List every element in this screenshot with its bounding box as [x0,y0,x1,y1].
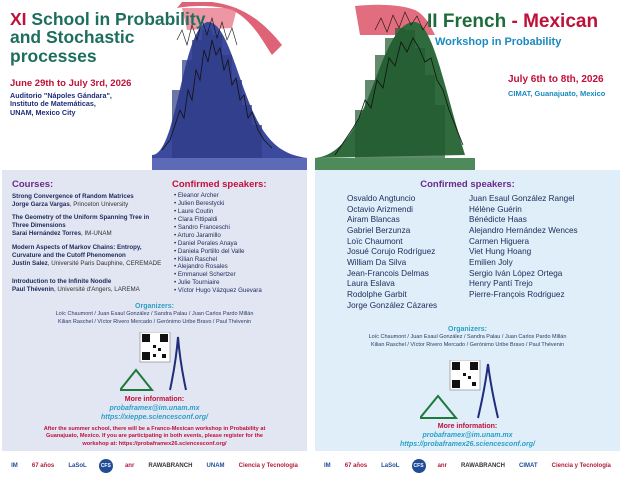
speaker-item: Henry Pantí Trejo [469,279,533,289]
course-title: Modern Aspects of Markov Chains: Entropy, Curvature and the Cutoff Phenomenon [12,244,142,259]
note-line3: workshop at: https://probaframex26.sciencesconf.org/ [82,440,227,447]
school-content-panel [2,170,307,451]
note-line2: Guanajuato, Mexico. If you are participating in both events, please register for the [46,433,263,440]
sponsor-logos-left [2,451,307,481]
course-title: Strong Convergence of Random Matrices [12,193,134,200]
workshop-poster [315,0,620,481]
speakers-column-1 [347,194,477,311]
speaker-item: Emilien Joly [469,257,513,267]
school-dates: June 29th to July 3rd, 2026 [10,78,132,89]
course-item [12,244,162,267]
logo-item: anr [437,463,447,469]
logo-item: CIMAT [519,463,538,469]
speaker-item: Airam Blancas [347,215,400,225]
workshop-dates: July 6th to 8th, 2026 [508,74,604,85]
contact-email[interactable]: probaframex@im.unam.mx [422,431,513,439]
speaker-item: • Emmanuel Schertzer [174,271,236,279]
speaker-item: Viet Hung Hoang [469,247,532,257]
school-title [10,10,205,65]
confirmed-speakers-heading: Confirmed speakers: [172,179,267,190]
speaker-item: • Daniela Portillo del Valle [174,247,245,255]
title-dash: - [506,11,524,32]
title-mexican: Mexican [523,11,599,32]
course-lecturer: Sarai Hernández Torres [12,229,82,237]
more-info-block [335,423,600,449]
logo-item: RAWABRANCH [148,463,193,469]
organizers-block [12,302,297,326]
speaker-item: Carmen Higuera [469,236,530,246]
venue-line1: Auditorio "Nápoles Gándara", [10,91,112,100]
workshop-subtitle: Workshop in Probability [435,36,562,48]
website-link[interactable]: https://probaframex26.sciencesconf.org/ [400,440,535,448]
course-title: The Geometry of the Uniform Spanning Tree in Three Dimensions [12,214,150,229]
speaker-item: William Da Silva [347,257,407,267]
speaker-item: Gabriel Berzunza [347,225,411,235]
logo-item: IM [324,463,331,469]
speaker-item: Jean-Francois Delmas [347,268,429,278]
speaker-item: • Laure Coutin [174,207,214,215]
speaker-item: • Alejandro Rosales [174,263,228,271]
speaker-item: • Julie Tourniaire [174,279,220,287]
speaker-item: Alejandro Hernández Wences [469,225,578,235]
speaker-item: • Víctor Hugo Vázquez Guevara [174,287,262,295]
contact-email[interactable]: probaframex@im.unam.mx [109,404,200,412]
course-affiliation: , IM-UNAM [81,229,112,237]
speaker-item: • Arturo Jaramillo [174,231,221,239]
logo-item: IM [11,463,18,469]
speakers-column-2 [469,194,617,301]
course-lecturer: Justin Salez [12,259,48,267]
speaker-item: • Sandro Franceschi [174,223,230,231]
organizers-line2: Kilian Raschel / Víctor Rivero Mercado / Gerónimo Uribe Bravo / Paul Thévenin [370,341,565,348]
logo-item: 67 años [31,463,55,469]
title-line2: and Stochastic [10,27,135,48]
confirmed-speakers-heading: Confirmed speakers: [420,179,515,190]
speaker-item: Loïc Chaumont [347,236,403,246]
workshop-note [12,426,297,448]
note-line1: After the summer school, there will be a Franco-Mexican workshop in Probability at [43,426,266,432]
course-title: Introduction to the Infinite Noodle [12,278,112,285]
speaker-item: Hélène Guérin [469,204,522,214]
organizers-line2: Kilian Raschel / Víctor Rivero Mercado / Gerónimo Uribe Bravo / Paul Thévenin [57,318,252,325]
course-item [12,214,162,237]
organizers-line1: Loïc Chaumont / Juan Esaul González / Sandra Palau / Juan Carlos Pardo Millán [55,311,254,318]
speaker-item: • Kilian Raschel [174,255,218,263]
course-affiliation: , Université Paris Dauphine, CEREMADE [47,259,162,267]
speaker-item: • Daniel Perales Anaya [174,239,238,247]
course-lecturer: Jorge Garza Vargas [12,200,70,208]
organizers-heading: Organizers: [448,326,487,333]
speaker-item: Rodolphe Garbit [347,289,407,299]
courses-heading: Courses: [12,179,54,190]
logo-item: CFS [412,459,426,473]
logo-item: 67 años [344,463,368,469]
speaker-item: • Clara Fittipaldi [174,215,218,223]
venue-line3: UNAM, Mexico City [10,107,76,117]
poster-header-left [2,0,307,170]
logo-item: anr [124,463,135,469]
speaker-item: • Eleanor Archer [174,192,219,199]
organizers-heading: Organizers: [135,303,174,310]
logo-item: Ciencia y Tecnología [238,463,298,469]
organizers-line1: Loïc Chaumont / Juan Esaul González / Sandra Palau / Juan Carlos Pardo Millán [368,334,567,341]
website-link[interactable]: https://xieppe.sciencesconf.org/ [101,413,208,421]
logo-item: Ciencia y Tecnología [551,463,611,469]
organizers-block [325,325,610,349]
course-item [12,193,162,209]
pyramid-eiffel-icon [120,332,200,392]
speaker-item: Osvaldo Angtuncio [347,194,416,203]
logo-item: LaSoL [381,463,400,469]
title-line3: processes [10,45,97,66]
poster-header-right [315,0,620,170]
venue-line2: Instituto de Matemáticas, [10,99,96,109]
school-venue [10,92,112,117]
title-roman-numeral: XI [10,9,27,29]
more-info-label: More information: [124,396,185,403]
speaker-item: Laura Eslava [347,279,395,289]
course-lecturer: Paul Thévenin [12,285,54,293]
logo-item: RAWABRANCH [460,463,505,469]
school-poster [2,0,307,481]
title-line1-rest: School in Probability [26,9,206,29]
speaker-item: Juan Esaul González Rangel [469,194,575,203]
more-info-block [22,396,287,422]
logo-item: CFS [99,459,113,473]
course-item [12,278,162,294]
logo-item: UNAM [206,463,225,469]
speakers-list [174,192,304,295]
course-affiliation: , Princeton University [69,200,129,208]
course-affiliation: , Université d'Angers, LAREMA [53,285,140,293]
logo-item: LaSoL [68,463,87,469]
speaker-item: Pierre-François Rodriguez [469,289,565,299]
speaker-item: • Julien Berestycki [174,199,225,207]
speaker-item: Jorge González Cázares [347,300,438,310]
workshop-title [427,12,598,32]
workshop-content-panel [315,170,620,451]
title-french: II French [427,11,507,32]
workshop-venue: CIMAT, Guanajuato, Mexico [508,89,606,98]
speaker-item: Octavio Arizmendi [347,204,413,214]
more-info-label: More information: [437,423,498,430]
speaker-item: Bénédicte Haas [469,215,527,225]
speaker-item: Josué Corujo Rodríguez [347,247,436,257]
pyramid-eiffel-icon [420,360,510,420]
sponsor-logos-right [315,451,620,481]
speaker-item: Sergio Iván López Ortega [469,268,563,278]
